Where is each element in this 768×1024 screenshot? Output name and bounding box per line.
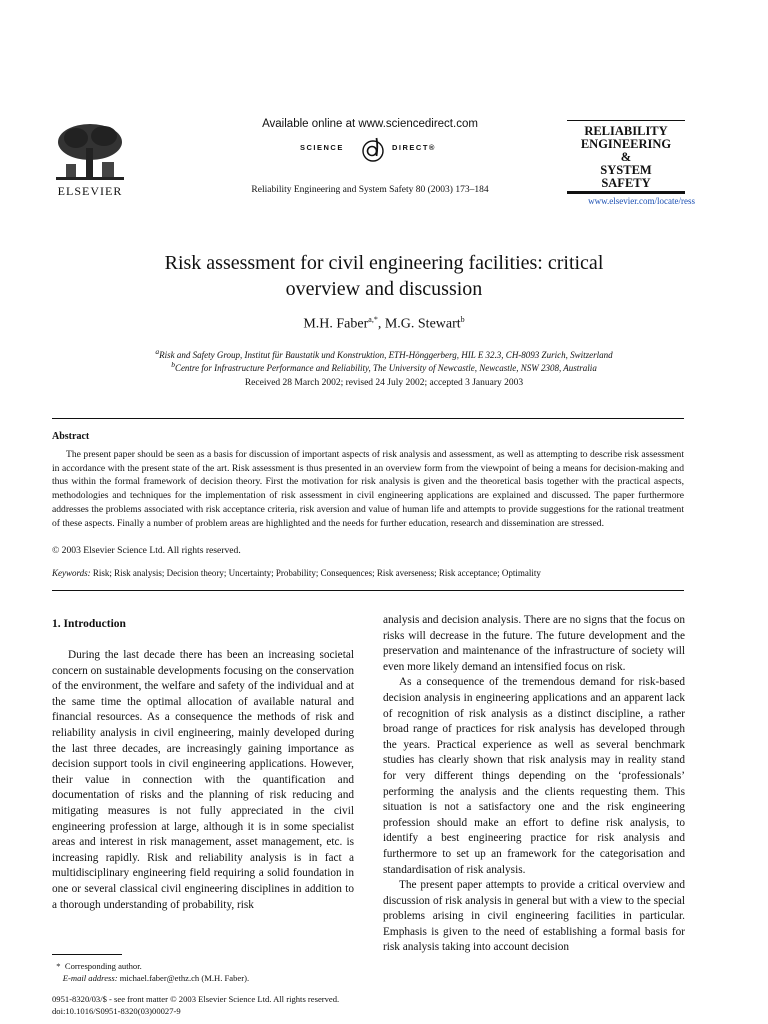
right-column [383, 613, 685, 956]
footnote-divider [52, 954, 122, 955]
email-address[interactable]: michael.faber@ethz.ch (M.H. Faber). [119, 973, 250, 983]
author-superscript: a,* [368, 315, 378, 324]
footnote-text: Corresponding author. [64, 961, 142, 971]
footnote-mark: * [56, 961, 61, 971]
body-paragraph: During the last decade there has been an increasing societal concern on sustainable developments focusing on the conservation of the environment, the welfare and safety of the individual and at the same time the optimal allocation of available natural and financial resources. As a consequence the methods of risk and reliability analysis in civil engineering, mainly developed during the last three decades, are increasingly gaining importance as decision support tools in civil engineering applications. However, their value in connection with the quantification and documentation of risks and the planning of risk reducing and mitigating measures is not fully appreciated in the civil engineering profession at large, although it is in some specialist areas and interest in risk management, asset management, etc. is increasing rapidly. Risk and reliability analysis is in fact a multidisciplinary engineering field requiring a solid foundation in one or several classical civil engineering disciplines in addition to a thorough understanding of probability, risk [52, 649, 354, 911]
received-dates: Received 28 March 2002; revised 24 July 2002; accepted 3 January 2003 [244, 378, 524, 388]
article-title [80, 250, 688, 302]
author-list [80, 315, 688, 333]
publisher-name: ELSEVIER [57, 184, 123, 198]
available-online-text[interactable]: Available online at www.sciencedirect.com [262, 118, 478, 130]
journal-box-line: RELIABILITY [584, 124, 668, 138]
footnote-line [52, 960, 362, 972]
keywords [52, 568, 684, 578]
author-name[interactable]: M.H. Faber [303, 316, 369, 332]
footnote [52, 960, 362, 984]
issn-line: 0951-8320/03/$ - see front matter © 2003 Elsevier Science Ltd. All rights reserved. [52, 994, 340, 1004]
affiliation-mark: a [155, 347, 160, 356]
body-paragraph: As a consequence of the tremendous demand for risk-based decision analysis in engineering applications and an apparent lack of recognition of risk analysis as a distinct discipline, a rather broad range of practices for risk analysis has developed through the years. Practical experience as well as several benchmark studies has clearly shown that risk analysis may in reality stand for very different things depending on the ‘professionals’ performing the analysis and the clients requesting them. This situation is not a satisfactory one and the risk engineering profession should make an effort to define risk analysis, to identify a best engineering practice for risk analysis and furthermore to set up an framework for the categorisation and standardisation of risk analysis. [383, 676, 685, 876]
footnote-email-line [52, 972, 362, 984]
journal-box-line: & [620, 150, 632, 164]
affiliation-text: Risk and Safety Group, Institut für Baustatik und Konstruktion, ETH-Hönggerberg, HIL E 32.3, CH-8093 Zurich, Switzerland [159, 350, 613, 360]
body-paragraph: The present paper attempts to provide a critical overview and discussion of risk analysis in general but with a view to the special problems arising in civil engineering facilities in particular. Emphasis is given to the need of establishing a formal basis for risk analysis taking into account decision [383, 879, 685, 954]
author-name[interactable]: M.G. Stewart [384, 316, 461, 332]
sciencedirect-left-text: SCIENCE [300, 143, 344, 152]
journal-box-line: ENGINEERING [580, 137, 672, 151]
journal-box-line: SYSTEM [600, 163, 652, 177]
body-paragraph: analysis and decision analysis. There are no signs that the focus on risks will decrease in the future. The future development and the preservation and maintenance of the infrastructure of society will even more likely demand an intensified focus on risk. [383, 614, 685, 673]
keywords-label: Keywords: [52, 568, 91, 578]
affiliation-mark: b [171, 360, 175, 369]
abstract-body: The present paper should be seen as a basis for discussion of important aspects of risk analysis and assessment, as well as attempting to describe risk assessment in accordance with the present state of the art. Risk assessment is thus presented in an overview form from the viewpoint of being a means for decision-making and thus within the formal framework of decision theory. First the motivation for risk analysis is given and the theoretical basis together with the practical aspects, methodologies and techniques for the implementation of risk assessment in civil engineering applications are explained and discussed. The paper furthermore addresses the problems associated with risk acceptance criteria, risk aversion and value of human life and attempts to provide suggestions for the rational treatment of these aspects. Finally a number of problem areas are highlighted and the needs for further education, research and dissemination are stressed. [52, 449, 684, 529]
affiliation-a [60, 347, 708, 360]
divider [52, 418, 684, 419]
author-superscript: b [460, 315, 465, 324]
journal-citation: Reliability Engineering and System Safety 80 (2003) 173–184 [251, 185, 489, 195]
affiliation-text: Centre for Infrastructure Performance and Reliability, The University of Newcastle, Newcastle, NSW 2308, Australia [174, 363, 597, 373]
keywords-text: Risk; Risk analysis; Decision theory; Uncertainty; Probability; Consequences; Risk averseness; Risk acceptance; Optimality [92, 568, 541, 578]
affiliation-b [60, 360, 708, 373]
section-heading: 1. Introduction [52, 618, 126, 630]
left-column [52, 617, 354, 913]
title-line: overview and discussion [285, 278, 483, 300]
abstract-heading: Abstract [52, 431, 90, 442]
sciencedirect-right-text: DIRECT® [392, 143, 436, 152]
journal-title-box [567, 120, 685, 194]
elsevier-tree-icon [52, 120, 128, 182]
divider [52, 590, 684, 591]
email-label: E-mail address: [62, 973, 118, 983]
sciencedirect-d-icon [358, 134, 388, 164]
journal-url-link[interactable]: www.elsevier.com/locate/ress [588, 196, 695, 206]
journal-box-line: SAFETY [601, 176, 651, 190]
abstract-copyright: © 2003 Elsevier Science Ltd. All rights reserved. [52, 545, 241, 556]
sciencedirect-logo [300, 134, 450, 164]
issn-block [52, 993, 452, 1017]
doi-line[interactable]: doi:10.1016/S0951-8320(03)00027-9 [52, 1006, 181, 1016]
title-line: Risk assessment for civil engineering facilities: critical [164, 252, 604, 274]
author-separator: , [377, 316, 385, 332]
